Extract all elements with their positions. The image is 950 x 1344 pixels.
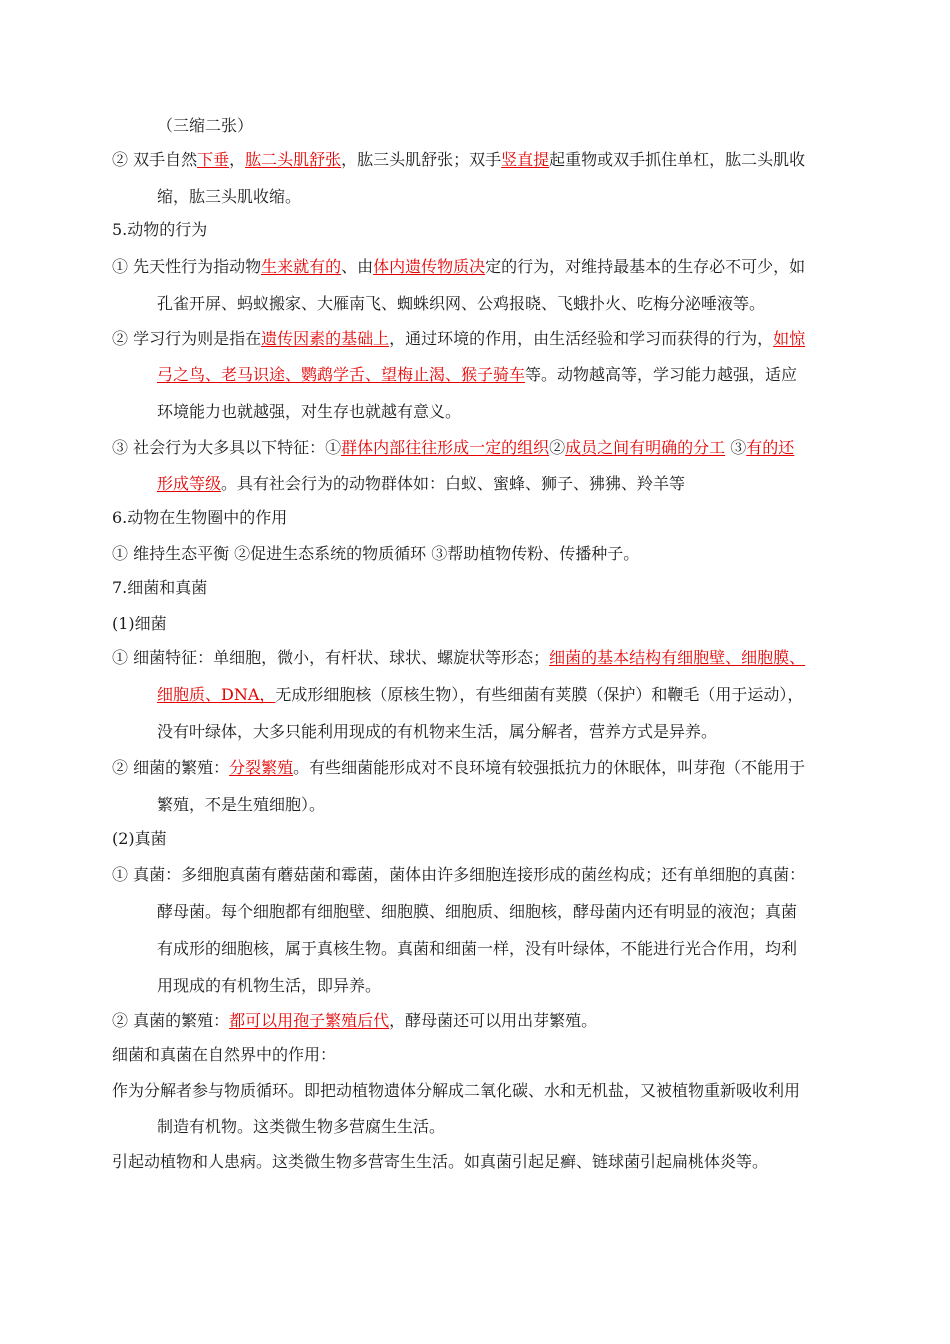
text-span: 孔雀开屏、蚂蚁搬家、大雁南飞、蜘蛛织网、公鸡报晓、飞蛾扑火、吃梅分泌唾液等。 — [157, 294, 766, 313]
text-line — [157, 684, 803, 706]
text-line — [112, 507, 287, 529]
text-line — [157, 401, 461, 423]
highlighted-text: 如惊 — [773, 329, 806, 348]
highlighted-text: 群体内部往往形成一定的组织 — [341, 438, 550, 457]
text-span: 起重物或双手抓住单杠，肱二头肌收 — [549, 150, 806, 169]
text-span: ， — [229, 150, 246, 169]
text-span: (2)真菌 — [112, 829, 167, 848]
text-span: 6.动物在生物圈中的作用 — [112, 508, 288, 527]
text-line — [112, 1080, 800, 1102]
highlighted-text: 下垂 — [197, 150, 230, 169]
text-span: (1)细菌 — [112, 614, 167, 633]
text-span: ，酵母菌还可以用出芽繁殖。 — [389, 1011, 598, 1030]
text-span: 繁殖，不是生殖细胞）。 — [157, 795, 326, 814]
text-line — [112, 613, 167, 635]
text-line — [112, 757, 805, 779]
text-span: 无成形细胞核（原核生物），有些细菌有荚膜（保护）和鞭毛（用于运动）， — [275, 685, 804, 704]
text-line — [157, 364, 797, 386]
text-span: ② 真菌的繁殖： — [112, 1011, 230, 1030]
text-span: （三缩二张） — [157, 116, 254, 135]
text-span: 7.细菌和真菌 — [112, 578, 208, 597]
text-line — [112, 864, 805, 886]
text-span: 酵母菌。每个细胞都有细胞壁、细胞膜、细胞质、细胞核，酵母菌内还有明显的液泡；真菌 — [157, 902, 798, 921]
text-line — [112, 219, 207, 241]
highlighted-text: 细菌的基本结构有细胞壁、细胞膜、 — [549, 648, 806, 667]
text-span: 缩，肱三头肌收缩。 — [157, 187, 302, 206]
text-span: ③ 社会行为大多具以下特征：① — [112, 438, 342, 457]
text-span: ① 真菌：多细胞真菌有蘑菇菌和霉菌，菌体由许多细胞连接形成的菌丝构成；还有单细胞的真菌： — [112, 865, 806, 884]
text-span: 作为分解者参与物质循环。即把动植物遗体分解成二氧化碳、水和无机盐，又被植物重新吸收利用 — [112, 1081, 801, 1100]
text-line — [157, 721, 717, 743]
text-span: 。具有社会行为的动物群体如：白蚁、蜜蜂、狮子、狒狒、羚羊等 — [221, 474, 686, 493]
text-span: ① 维持生态平衡 ②促进生态系统的物质循环 ③帮助植物传粉、传播种子。 — [112, 544, 640, 563]
highlighted-text: 都可以用孢子繁殖后代 — [229, 1011, 390, 1030]
text-line — [157, 293, 765, 315]
text-line — [157, 186, 301, 208]
text-span: 用现成的有机物生活，即异养。 — [157, 976, 382, 995]
highlighted-text: 体内遗传物质决 — [373, 257, 486, 276]
text-line — [157, 115, 253, 137]
text-span: 、由 — [341, 257, 374, 276]
highlighted-text: 细胞质、DNA， — [157, 685, 276, 704]
text-line — [112, 647, 805, 669]
highlighted-text: 有的还 — [746, 438, 795, 457]
highlighted-text: 生来就有的 — [261, 257, 342, 276]
text-span: ② 学习行为则是指在 — [112, 329, 262, 348]
text-line — [112, 577, 207, 599]
text-line — [157, 794, 325, 816]
text-span: ，通过环境的作用，由生活经验和学习而获得的行为， — [389, 329, 774, 348]
text-span: ② 双手自然 — [112, 150, 198, 169]
text-span: 定的行为，对维持最基本的生存必不可少，如 — [485, 257, 806, 276]
highlighted-text: 竖直提 — [501, 150, 550, 169]
text-span: 引起动植物和人患病。这类微生物多营寄生生活。如真菌引起足癣、链球菌引起扁桃体炎等。 — [112, 1152, 769, 1171]
text-line — [157, 901, 797, 923]
text-line — [112, 1151, 768, 1173]
text-span: 有成形的细胞核，属于真核生物。真菌和细菌一样，没有叶绿体，不能进行光合作用，均利 — [157, 939, 798, 958]
highlighted-text: 弓之鸟、老马识途、鹦鹉学舌、望梅止渴、猴子骑车 — [157, 365, 526, 384]
text-span: 细菌和真菌在自然界中的作用： — [112, 1045, 337, 1064]
text-line — [157, 938, 797, 960]
text-span: ② 细菌的繁殖： — [112, 758, 230, 777]
highlighted-text: 肱二头肌舒张 — [245, 150, 342, 169]
text-span: ③ — [725, 438, 747, 457]
highlighted-text: 遗传因素的基础上 — [261, 329, 390, 348]
text-line — [157, 1116, 445, 1138]
highlighted-text: 成员之间有明确的分工 — [565, 438, 726, 457]
text-span: ① 细菌特征：单细胞，微小，有杆状、球状、螺旋状等形态； — [112, 648, 550, 667]
text-span: 制造有机物。这类微生物多营腐生生活。 — [157, 1117, 446, 1136]
text-line — [112, 256, 805, 278]
text-line — [112, 1010, 597, 1032]
text-line — [112, 828, 167, 850]
text-line — [112, 437, 794, 459]
text-span: 等。动物越高等，学习能力越强，适应 — [525, 365, 798, 384]
highlighted-text: 分裂繁殖 — [229, 758, 294, 777]
text-span: 5.动物的行为 — [112, 220, 208, 239]
text-line — [112, 328, 805, 350]
text-line — [112, 543, 639, 565]
text-span: ① 先天性行为指动物 — [112, 257, 262, 276]
text-line — [112, 1044, 336, 1066]
text-line — [157, 975, 381, 997]
text-span: 没有叶绿体，大多只能利用现成的有机物来生活，属分解者，营养方式是异养。 — [157, 722, 718, 741]
text-line — [112, 149, 805, 171]
text-span: ② — [549, 438, 566, 457]
highlighted-text: 形成等级 — [157, 474, 222, 493]
text-span: 。有些细菌能形成对不良环境有较强抵抗力的休眠体，叫芽孢（不能用于 — [293, 758, 806, 777]
text-line — [157, 473, 685, 495]
text-span: 环境能力也就越强，对生存也就越有意义。 — [157, 402, 462, 421]
text-span: ，肱三头肌舒张；双手 — [341, 150, 502, 169]
